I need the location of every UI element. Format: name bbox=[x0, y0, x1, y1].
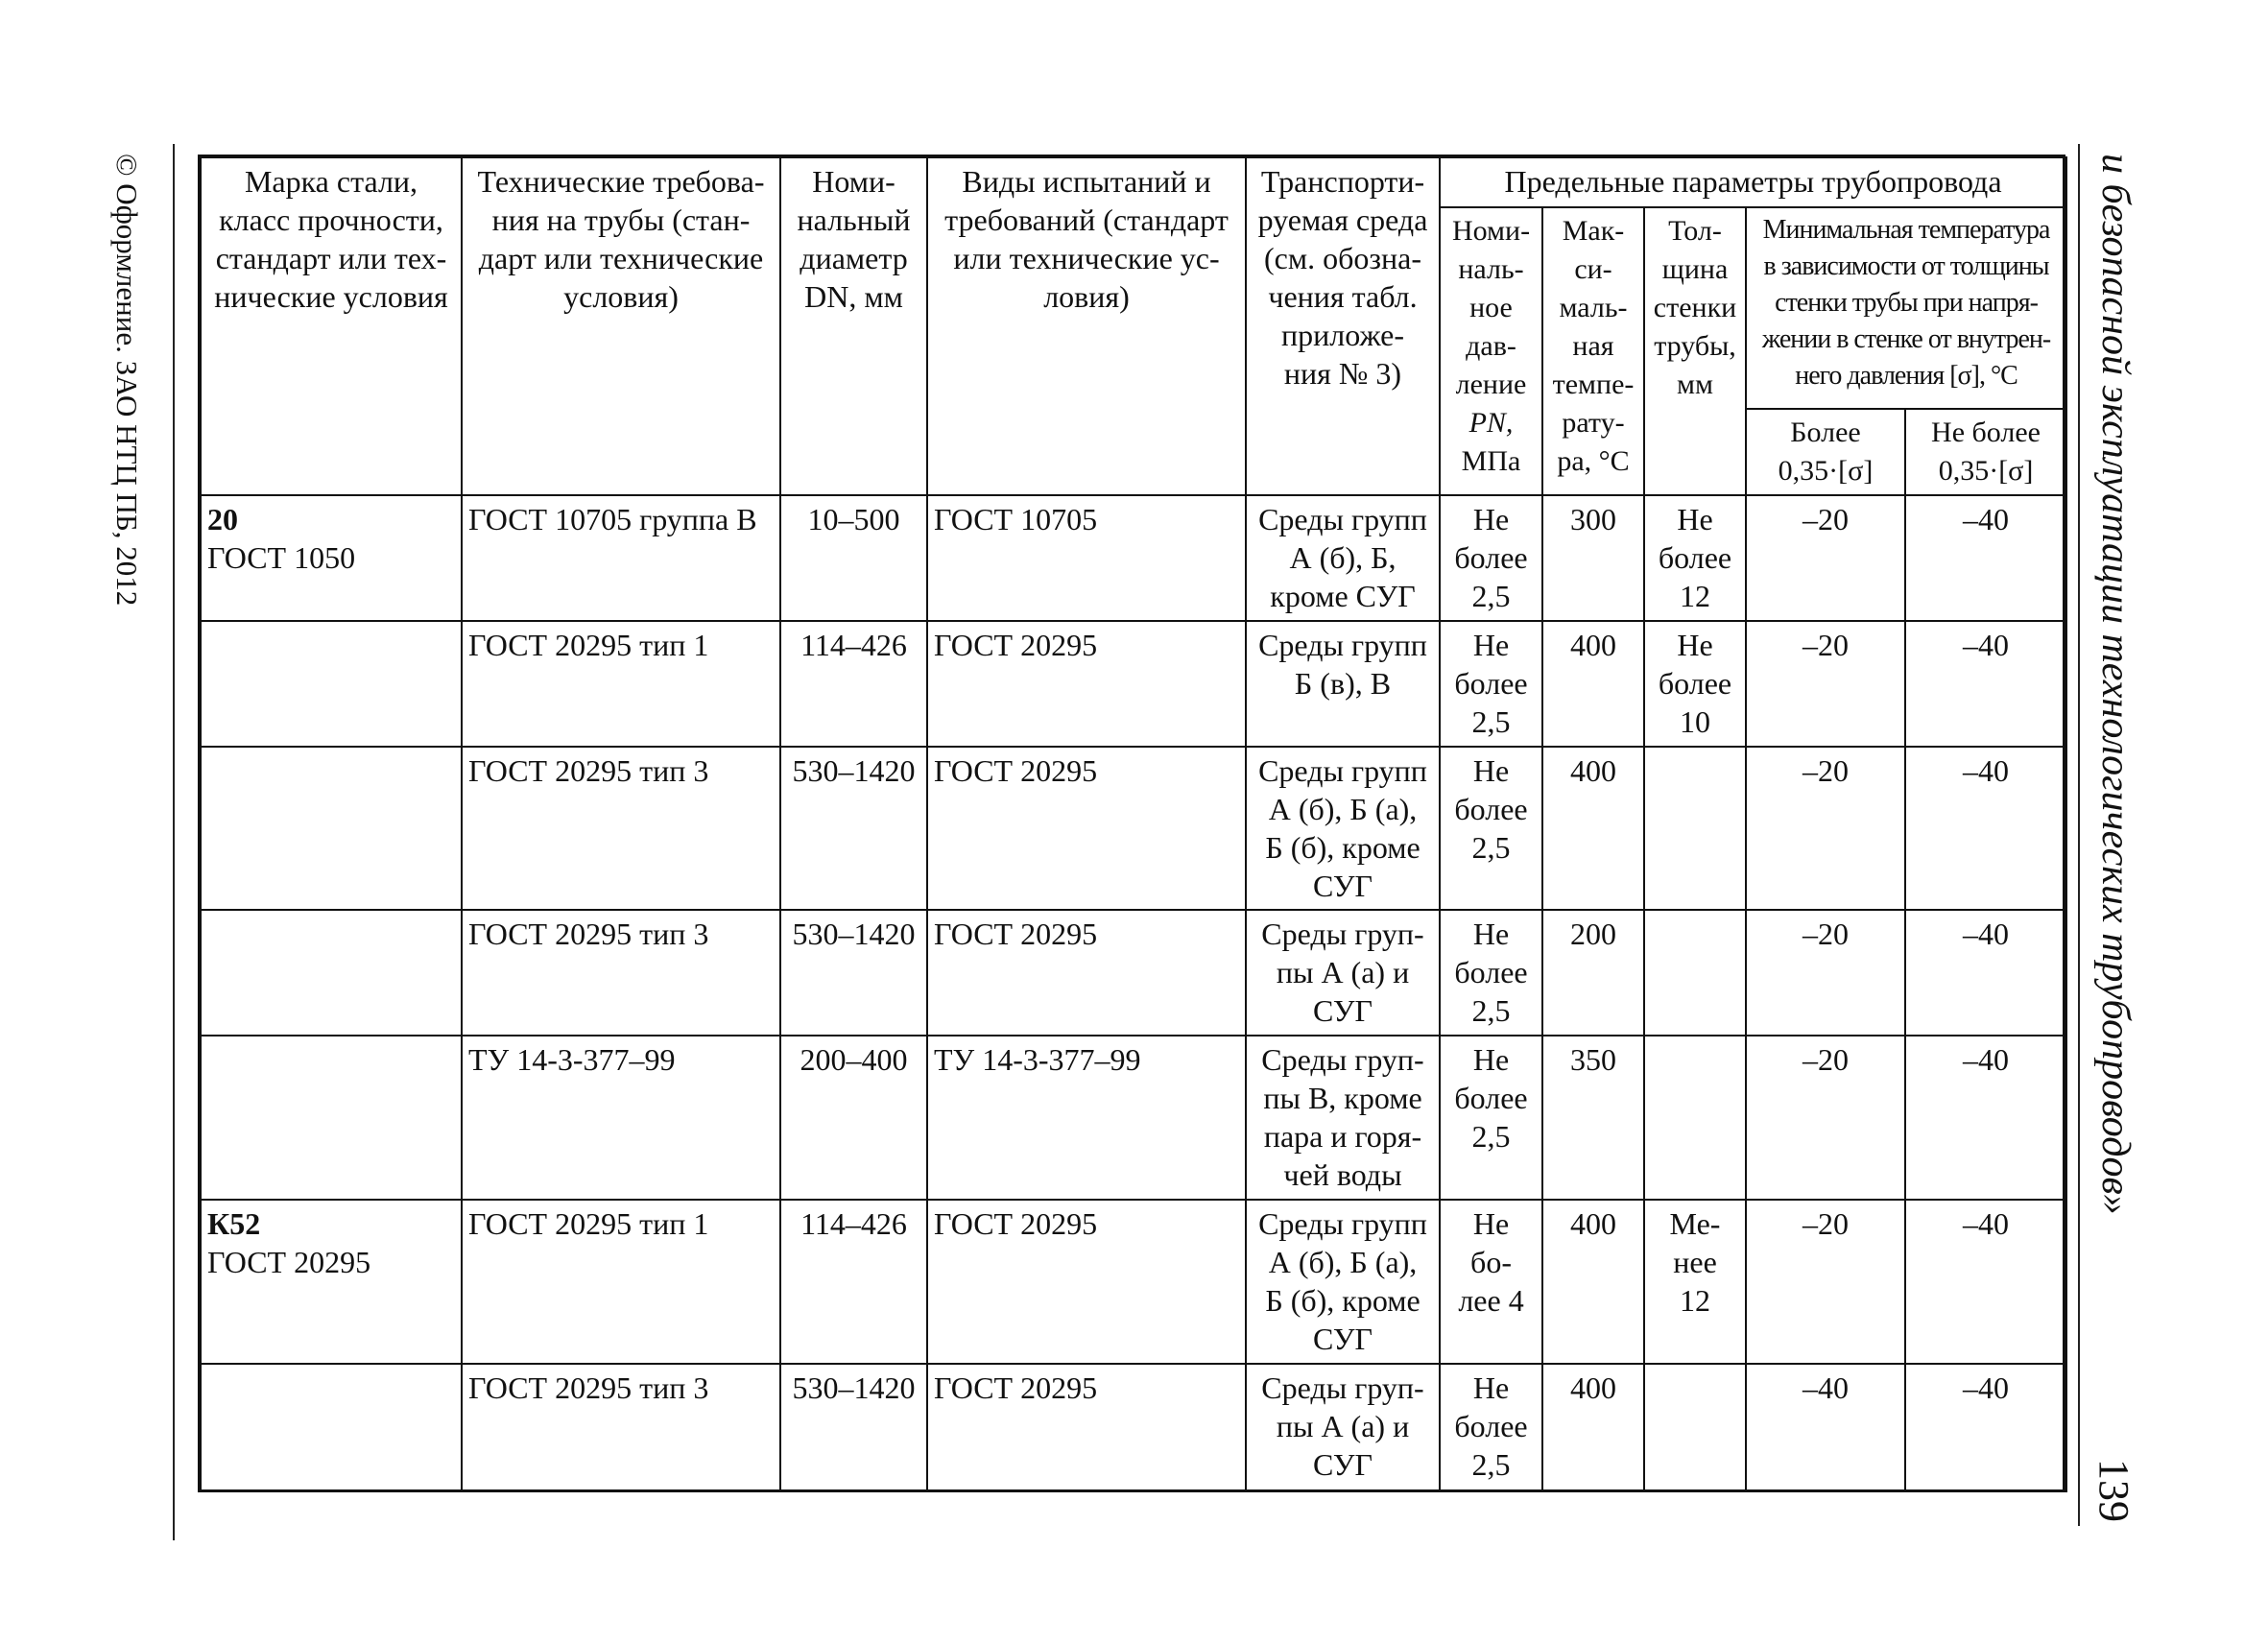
header-nominal-pressure: Номи- наль- ное дав- ление PN, МПа bbox=[1440, 207, 1542, 495]
copyright-text: © Оформление. ЗАО НТЦ ПБ, 2012 bbox=[110, 154, 144, 607]
cell-min-temp-not-more: –40 bbox=[1905, 1364, 2066, 1491]
cell-tech: ГОСТ 10705 группа В bbox=[462, 495, 780, 621]
cell-max-temp: 350 bbox=[1542, 1036, 1644, 1200]
cell-min-temp-not-more: –40 bbox=[1905, 621, 2066, 747]
table-row bbox=[201, 1200, 2066, 1364]
cell-min-temp-more: –20 bbox=[1746, 910, 1905, 1036]
cell-steel: К52 ГОСТ 20295 bbox=[201, 1200, 462, 1364]
cell-tech: ГОСТ 20295 тип 3 bbox=[462, 910, 780, 1036]
cell-min-temp-not-more: –40 bbox=[1905, 910, 2066, 1036]
cell-dn: 10–500 bbox=[780, 495, 927, 621]
header-wall-thickness: Тол- щина стенки трубы, мм bbox=[1644, 207, 1746, 495]
header-nominal-diameter: Номи- нальный диаметр DN, мм bbox=[780, 157, 927, 495]
cell-min-temp-more: –20 bbox=[1746, 621, 1905, 747]
header-not-more-than: Не более 0,35·[σ] bbox=[1905, 409, 2066, 495]
cell-pressure: Не бо- лее 4 bbox=[1440, 1200, 1542, 1364]
header-steel-grade: Марка стали, класс прочности, стандарт или тех- нические условия bbox=[201, 157, 462, 495]
table-row bbox=[201, 910, 2066, 1036]
cell-max-temp: 400 bbox=[1542, 621, 1644, 747]
cell-tests: ГОСТ 20295 bbox=[927, 621, 1246, 747]
cell-tests: ГОСТ 20295 bbox=[927, 910, 1246, 1036]
cell-pressure: Не более 2,5 bbox=[1440, 1364, 1542, 1491]
cell-wall bbox=[1644, 747, 1746, 911]
header-test-types: Виды испытаний и требований (стандарт или технические ус- ловия) bbox=[927, 157, 1246, 495]
cell-pressure: Не более 2,5 bbox=[1440, 910, 1542, 1036]
header-transported-medium: Транспорти- руемая среда (см. обозна- чения табл. приложе- ния № 3) bbox=[1246, 157, 1440, 495]
cell-pressure: Не более 2,5 bbox=[1440, 747, 1542, 911]
cell-wall bbox=[1644, 1364, 1746, 1491]
cell-wall bbox=[1644, 1036, 1746, 1200]
cell-steel bbox=[201, 747, 462, 911]
table-row bbox=[201, 495, 2066, 621]
cell-medium: Среды групп А (б), Б (а), Б (б), кроме СУГ bbox=[1246, 1200, 1440, 1364]
header-min-temperature: Минимальная температура в зависимости от толщины стенки трубы при напря- жении в стенке от внутрен- него давления [σ], °С bbox=[1746, 207, 2066, 409]
header-tech-requirements: Технические требова- ния на трубы (стан- дарт или технические условия) bbox=[462, 157, 780, 495]
cell-steel bbox=[201, 621, 462, 747]
cell-min-temp-more: –40 bbox=[1746, 1364, 1905, 1491]
cell-dn: 530–1420 bbox=[780, 747, 927, 911]
cell-min-temp-more: –20 bbox=[1746, 1200, 1905, 1364]
cell-min-temp-not-more: –40 bbox=[1905, 747, 2066, 911]
cell-tests: ГОСТ 20295 bbox=[927, 747, 1246, 911]
running-title: и безопасной эксплуатации технологических трубопроводов» bbox=[2093, 154, 2137, 1215]
table-row bbox=[201, 1036, 2066, 1200]
cell-tests: ТУ 14-3-377–99 bbox=[927, 1036, 1246, 1200]
cell-min-temp-not-more: –40 bbox=[1905, 1200, 2066, 1364]
cell-medium: Среды групп А (б), Б, кроме СУГ bbox=[1246, 495, 1440, 621]
cell-medium: Среды групп А (б), Б (а), Б (б), кроме СУГ bbox=[1246, 747, 1440, 911]
cell-steel bbox=[201, 910, 462, 1036]
cell-tech: ГОСТ 20295 тип 3 bbox=[462, 1364, 780, 1491]
cell-tech: ТУ 14-3-377–99 bbox=[462, 1036, 780, 1200]
cell-steel bbox=[201, 1036, 462, 1200]
cell-medium: Среды групп Б (в), В bbox=[1246, 621, 1440, 747]
cell-wall bbox=[1644, 910, 1746, 1036]
copyright-sidebar bbox=[110, 154, 154, 749]
cell-medium: Среды груп- пы А (а) и СУГ bbox=[1246, 1364, 1440, 1491]
left-rule bbox=[173, 144, 175, 1540]
cell-min-temp-more: –20 bbox=[1746, 1036, 1905, 1200]
cell-pressure: Не более 2,5 bbox=[1440, 1036, 1542, 1200]
cell-max-temp: 400 bbox=[1542, 747, 1644, 911]
cell-max-temp: 300 bbox=[1542, 495, 1644, 621]
cell-max-temp: 400 bbox=[1542, 1200, 1644, 1364]
cell-wall: Не более 12 bbox=[1644, 495, 1746, 621]
cell-min-temp-not-more: –40 bbox=[1905, 495, 2066, 621]
cell-steel bbox=[201, 1364, 462, 1491]
cell-min-temp-not-more: –40 bbox=[1905, 1036, 2066, 1200]
right-rule bbox=[2078, 144, 2080, 1526]
cell-medium: Среды груп- пы А (а) и СУГ bbox=[1246, 910, 1440, 1036]
table-row bbox=[201, 1364, 2066, 1491]
table-row bbox=[201, 747, 2066, 911]
cell-medium: Среды груп- пы В, кроме пара и горя- чей воды bbox=[1246, 1036, 1440, 1200]
pipe-spec-table bbox=[200, 156, 2067, 1492]
cell-tech: ГОСТ 20295 тип 1 bbox=[462, 621, 780, 747]
cell-pressure: Не более 2,5 bbox=[1440, 495, 1542, 621]
cell-steel: 20 ГОСТ 1050 bbox=[201, 495, 462, 621]
cell-dn: 530–1420 bbox=[780, 1364, 927, 1491]
cell-dn: 114–426 bbox=[780, 1200, 927, 1364]
cell-min-temp-more: –20 bbox=[1746, 747, 1905, 911]
cell-tech: ГОСТ 20295 тип 3 bbox=[462, 747, 780, 911]
running-title-sidebar bbox=[2083, 154, 2150, 1545]
page-number: 139 bbox=[2090, 1459, 2137, 1522]
cell-dn: 114–426 bbox=[780, 621, 927, 747]
cell-tests: ГОСТ 20295 bbox=[927, 1200, 1246, 1364]
cell-tech: ГОСТ 20295 тип 1 bbox=[462, 1200, 780, 1364]
cell-tests: ГОСТ 10705 bbox=[927, 495, 1246, 621]
header-max-temperature: Мак- си- маль- ная темпе- рату- ра, °С bbox=[1542, 207, 1644, 495]
cell-wall: Не более 10 bbox=[1644, 621, 1746, 747]
header-limit-parameters: Предельные параметры трубопровода bbox=[1440, 157, 2066, 207]
cell-wall: Ме- нее 12 bbox=[1644, 1200, 1746, 1364]
cell-dn: 200–400 bbox=[780, 1036, 927, 1200]
cell-max-temp: 200 bbox=[1542, 910, 1644, 1036]
cell-tests: ГОСТ 20295 bbox=[927, 1364, 1246, 1491]
table-row bbox=[201, 621, 2066, 747]
header-more-than: Более 0,35·[σ] bbox=[1746, 409, 1905, 495]
cell-max-temp: 400 bbox=[1542, 1364, 1644, 1491]
cell-pressure: Не более 2,5 bbox=[1440, 621, 1542, 747]
cell-dn: 530–1420 bbox=[780, 910, 927, 1036]
cell-min-temp-more: –20 bbox=[1746, 495, 1905, 621]
